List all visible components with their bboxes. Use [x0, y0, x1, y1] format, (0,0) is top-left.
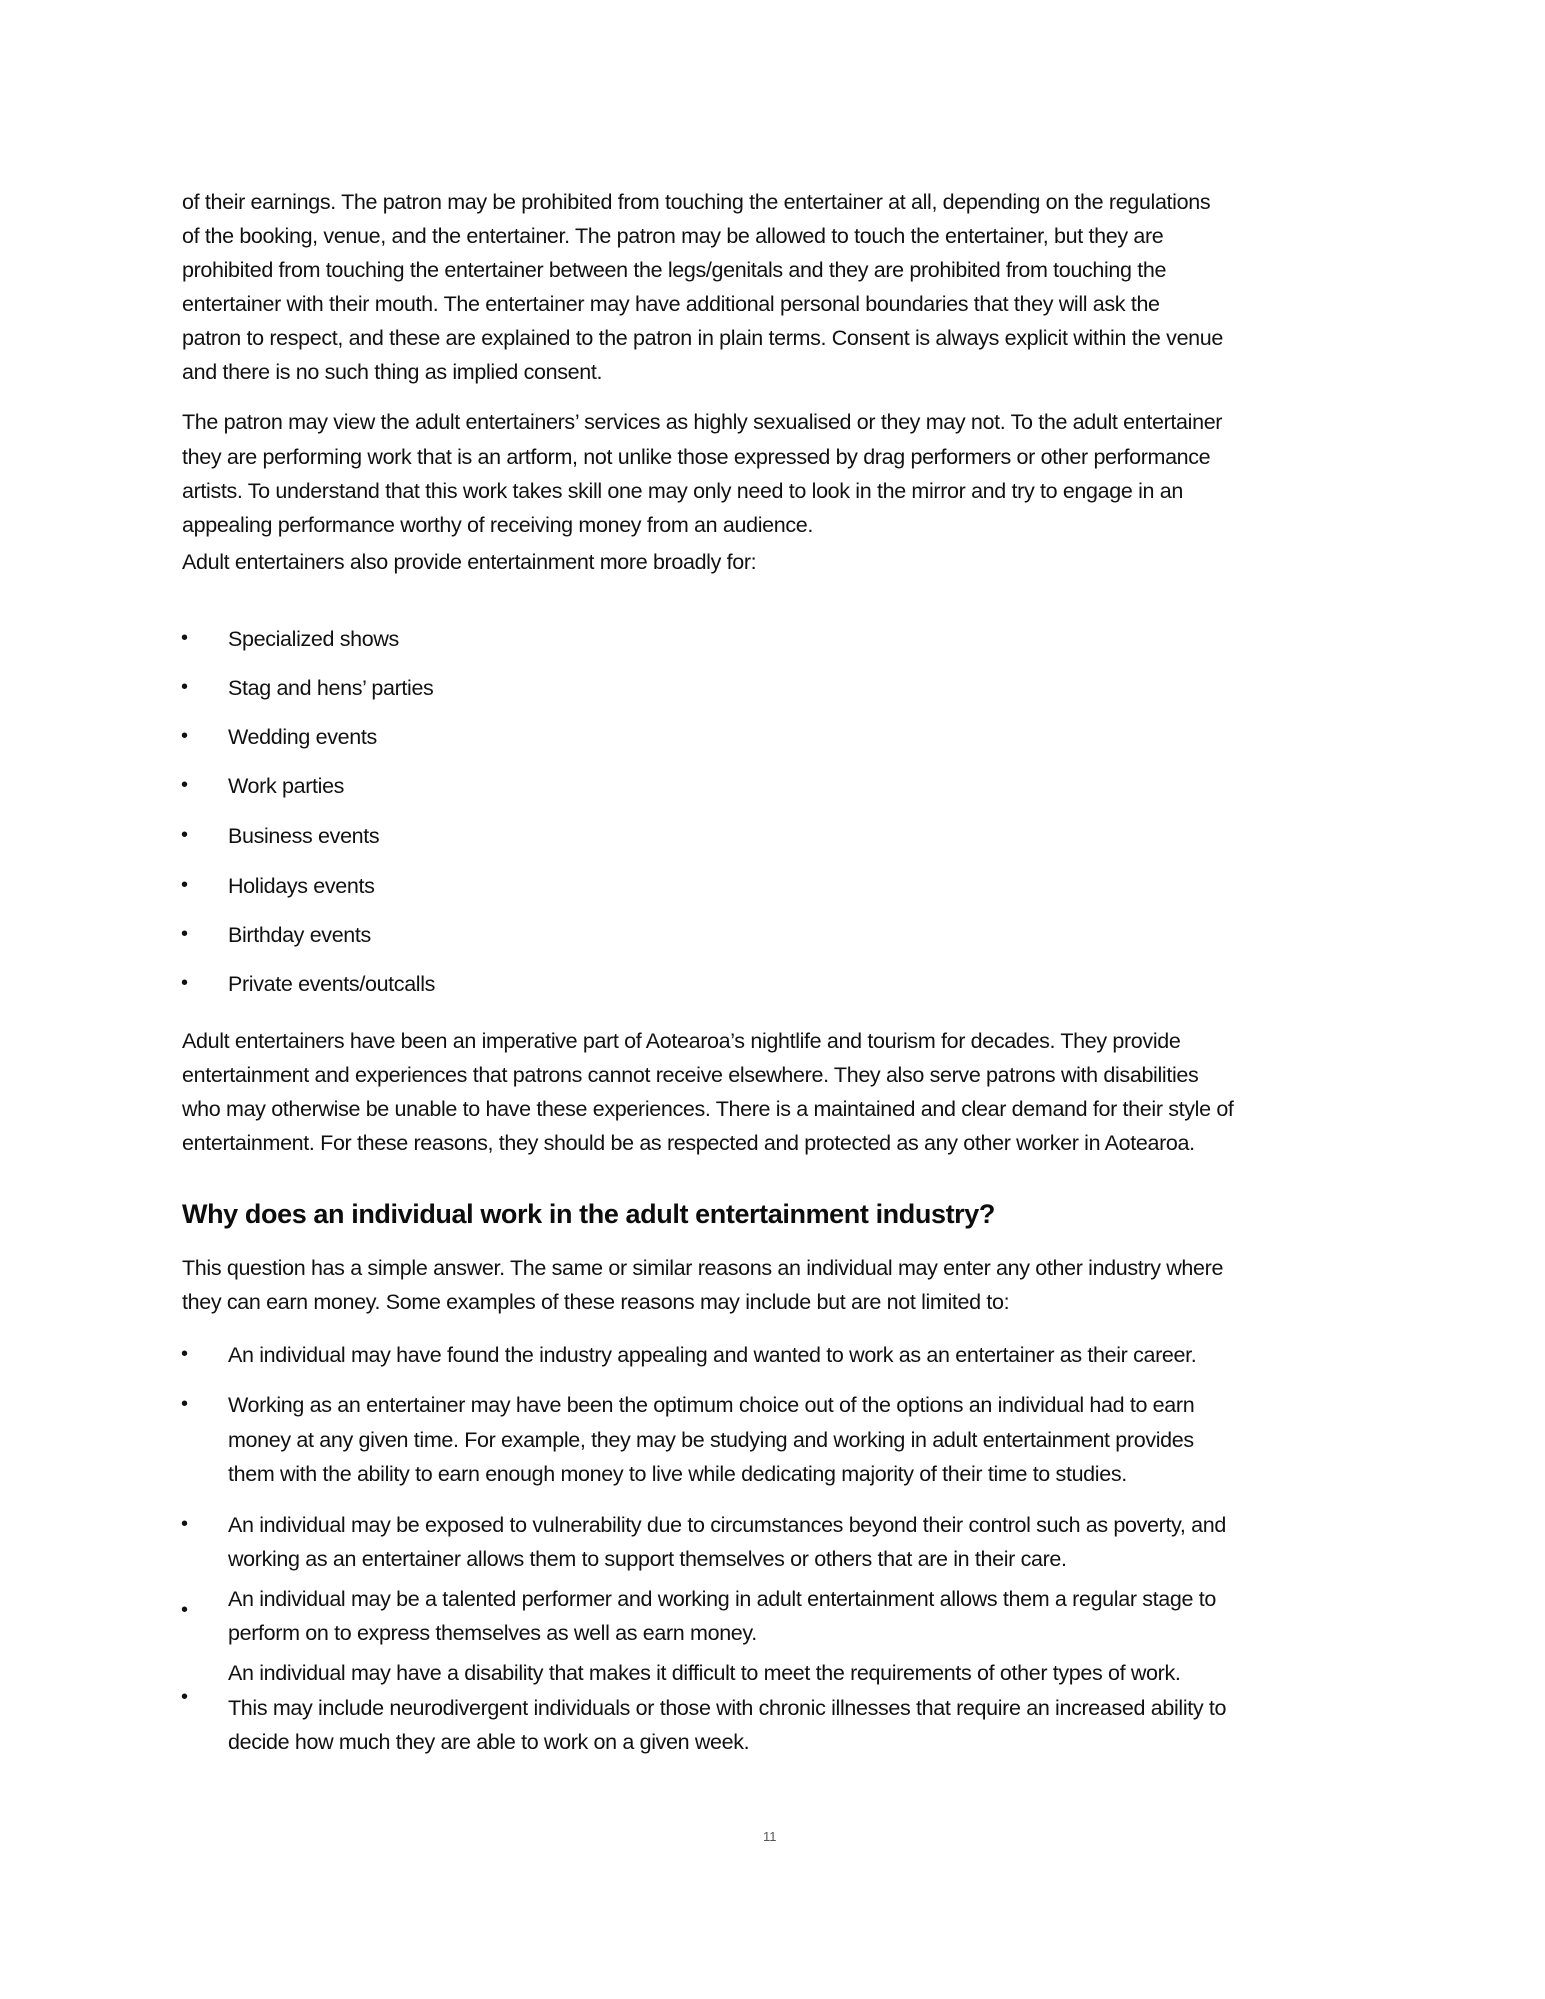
text-line: entertainment. For these reasons, they should be as respected and protected as any other worker in Aotearoa. — [182, 1131, 1195, 1155]
list-item-line: An individual may have a disability that makes it difficult to meet the requirements of other types of work. — [228, 1661, 1181, 1685]
list-item-label: Holidays events — [228, 874, 375, 898]
text-line: prohibited from touching the entertainer between the legs/genitals and they are prohibited from touching the — [182, 258, 1167, 282]
list-item-line: them with the ability to earn enough money to live while dedicating majority of their time to studies. — [228, 1462, 1127, 1486]
text-line: of their earnings. The patron may be prohibited from touching the entertainer at all, depending on the regulations — [182, 190, 1211, 214]
text-line: of the booking, venue, and the entertainer. The patron may be allowed to touch the entertainer, but they are — [182, 224, 1164, 248]
list-item-label: Private events/outcalls — [228, 972, 436, 996]
text-line: The patron may view the adult entertainers’ services as highly sexualised or they may not. To the adult entertainer — [182, 410, 1223, 434]
bullet-icon: • — [181, 923, 189, 945]
text-line: Adult entertainers have been an imperative part of Aotearoa’s nightlife and tourism for decades. They provide — [182, 1029, 1181, 1053]
list-item-line: Working as an entertainer may have been the optimum choice out of the options an individual had to earn — [228, 1393, 1195, 1417]
bullet-icon: • — [181, 824, 189, 846]
bullet-icon: • — [181, 627, 189, 649]
list-intro: Adult entertainers also provide entertainment more broadly for: — [182, 550, 757, 574]
list-item-line: An individual may be a talented performer and working in adult entertainment allows them a regular stage to — [228, 1587, 1216, 1611]
section-heading: Why does an individual work in the adult entertainment industry? — [182, 1199, 995, 1229]
list-item-label: Stag and hens’ parties — [228, 676, 434, 700]
text-line: patron to respect, and these are explained to the patron in plain terms. Consent is always explicit within the venue — [182, 326, 1223, 350]
bullet-icon: • — [181, 676, 189, 698]
bullet-icon: • — [181, 1513, 189, 1535]
bullet-icon: • — [181, 874, 189, 896]
bullet-icon: • — [181, 1686, 189, 1708]
list-item-line: An individual may have found the industry appealing and wanted to work as an entertainer as their career. — [228, 1343, 1197, 1367]
bullet-icon: • — [181, 774, 189, 796]
text-line: artists. To understand that this work takes skill one may only need to look in the mirror and try to engage in an — [182, 479, 1183, 503]
bullet-icon: • — [181, 1393, 189, 1415]
text-line: entertainer with their mouth. The entertainer may have additional personal boundaries that they will ask the — [182, 292, 1160, 316]
list-item-line: This may include neurodivergent individuals or those with chronic illnesses that require an increased ability to — [228, 1696, 1227, 1720]
bullet-icon: • — [181, 1343, 189, 1365]
list-item-label: Birthday events — [228, 923, 371, 947]
text-line: and there is no such thing as implied consent. — [182, 360, 603, 384]
text-line: entertainment and experiences that patrons cannot receive elsewhere. They also serve patrons with disabilities — [182, 1063, 1199, 1087]
list-item-line: working as an entertainer allows them to support themselves or others that are in their care. — [228, 1547, 1067, 1571]
text-line: who may otherwise be unable to have these experiences. There is a maintained and clear demand for their style of — [182, 1097, 1234, 1121]
list-item-label: Specialized shows — [228, 627, 399, 651]
text-line: appealing performance worthy of receiving money from an audience. — [182, 513, 813, 537]
bullet-icon: • — [181, 1599, 189, 1621]
list-item-label: Business events — [228, 824, 380, 848]
page-number: 11 — [763, 1829, 777, 1844]
list-item-line: decide how much they are able to work on a given week. — [228, 1730, 750, 1754]
text-line: This question has a simple answer. The same or similar reasons an individual may enter any other industry where — [182, 1256, 1224, 1280]
bullet-icon: • — [181, 972, 189, 994]
list-item-label: Work parties — [228, 774, 345, 798]
bullet-icon: • — [181, 725, 189, 747]
list-item-line: perform on to express themselves as well as earn money. — [228, 1621, 757, 1645]
list-item-line: An individual may be exposed to vulnerability due to circumstances beyond their control such as poverty, and — [228, 1513, 1226, 1537]
text-line: they are performing work that is an artform, not unlike those expressed by drag performers or other performance — [182, 445, 1211, 469]
list-item-line: money at any given time. For example, they may be studying and working in adult entertainment provides — [228, 1428, 1194, 1452]
text-line: they can earn money. Some examples of these reasons may include but are not limited to: — [182, 1290, 1010, 1314]
list-item-label: Wedding events — [228, 725, 377, 749]
